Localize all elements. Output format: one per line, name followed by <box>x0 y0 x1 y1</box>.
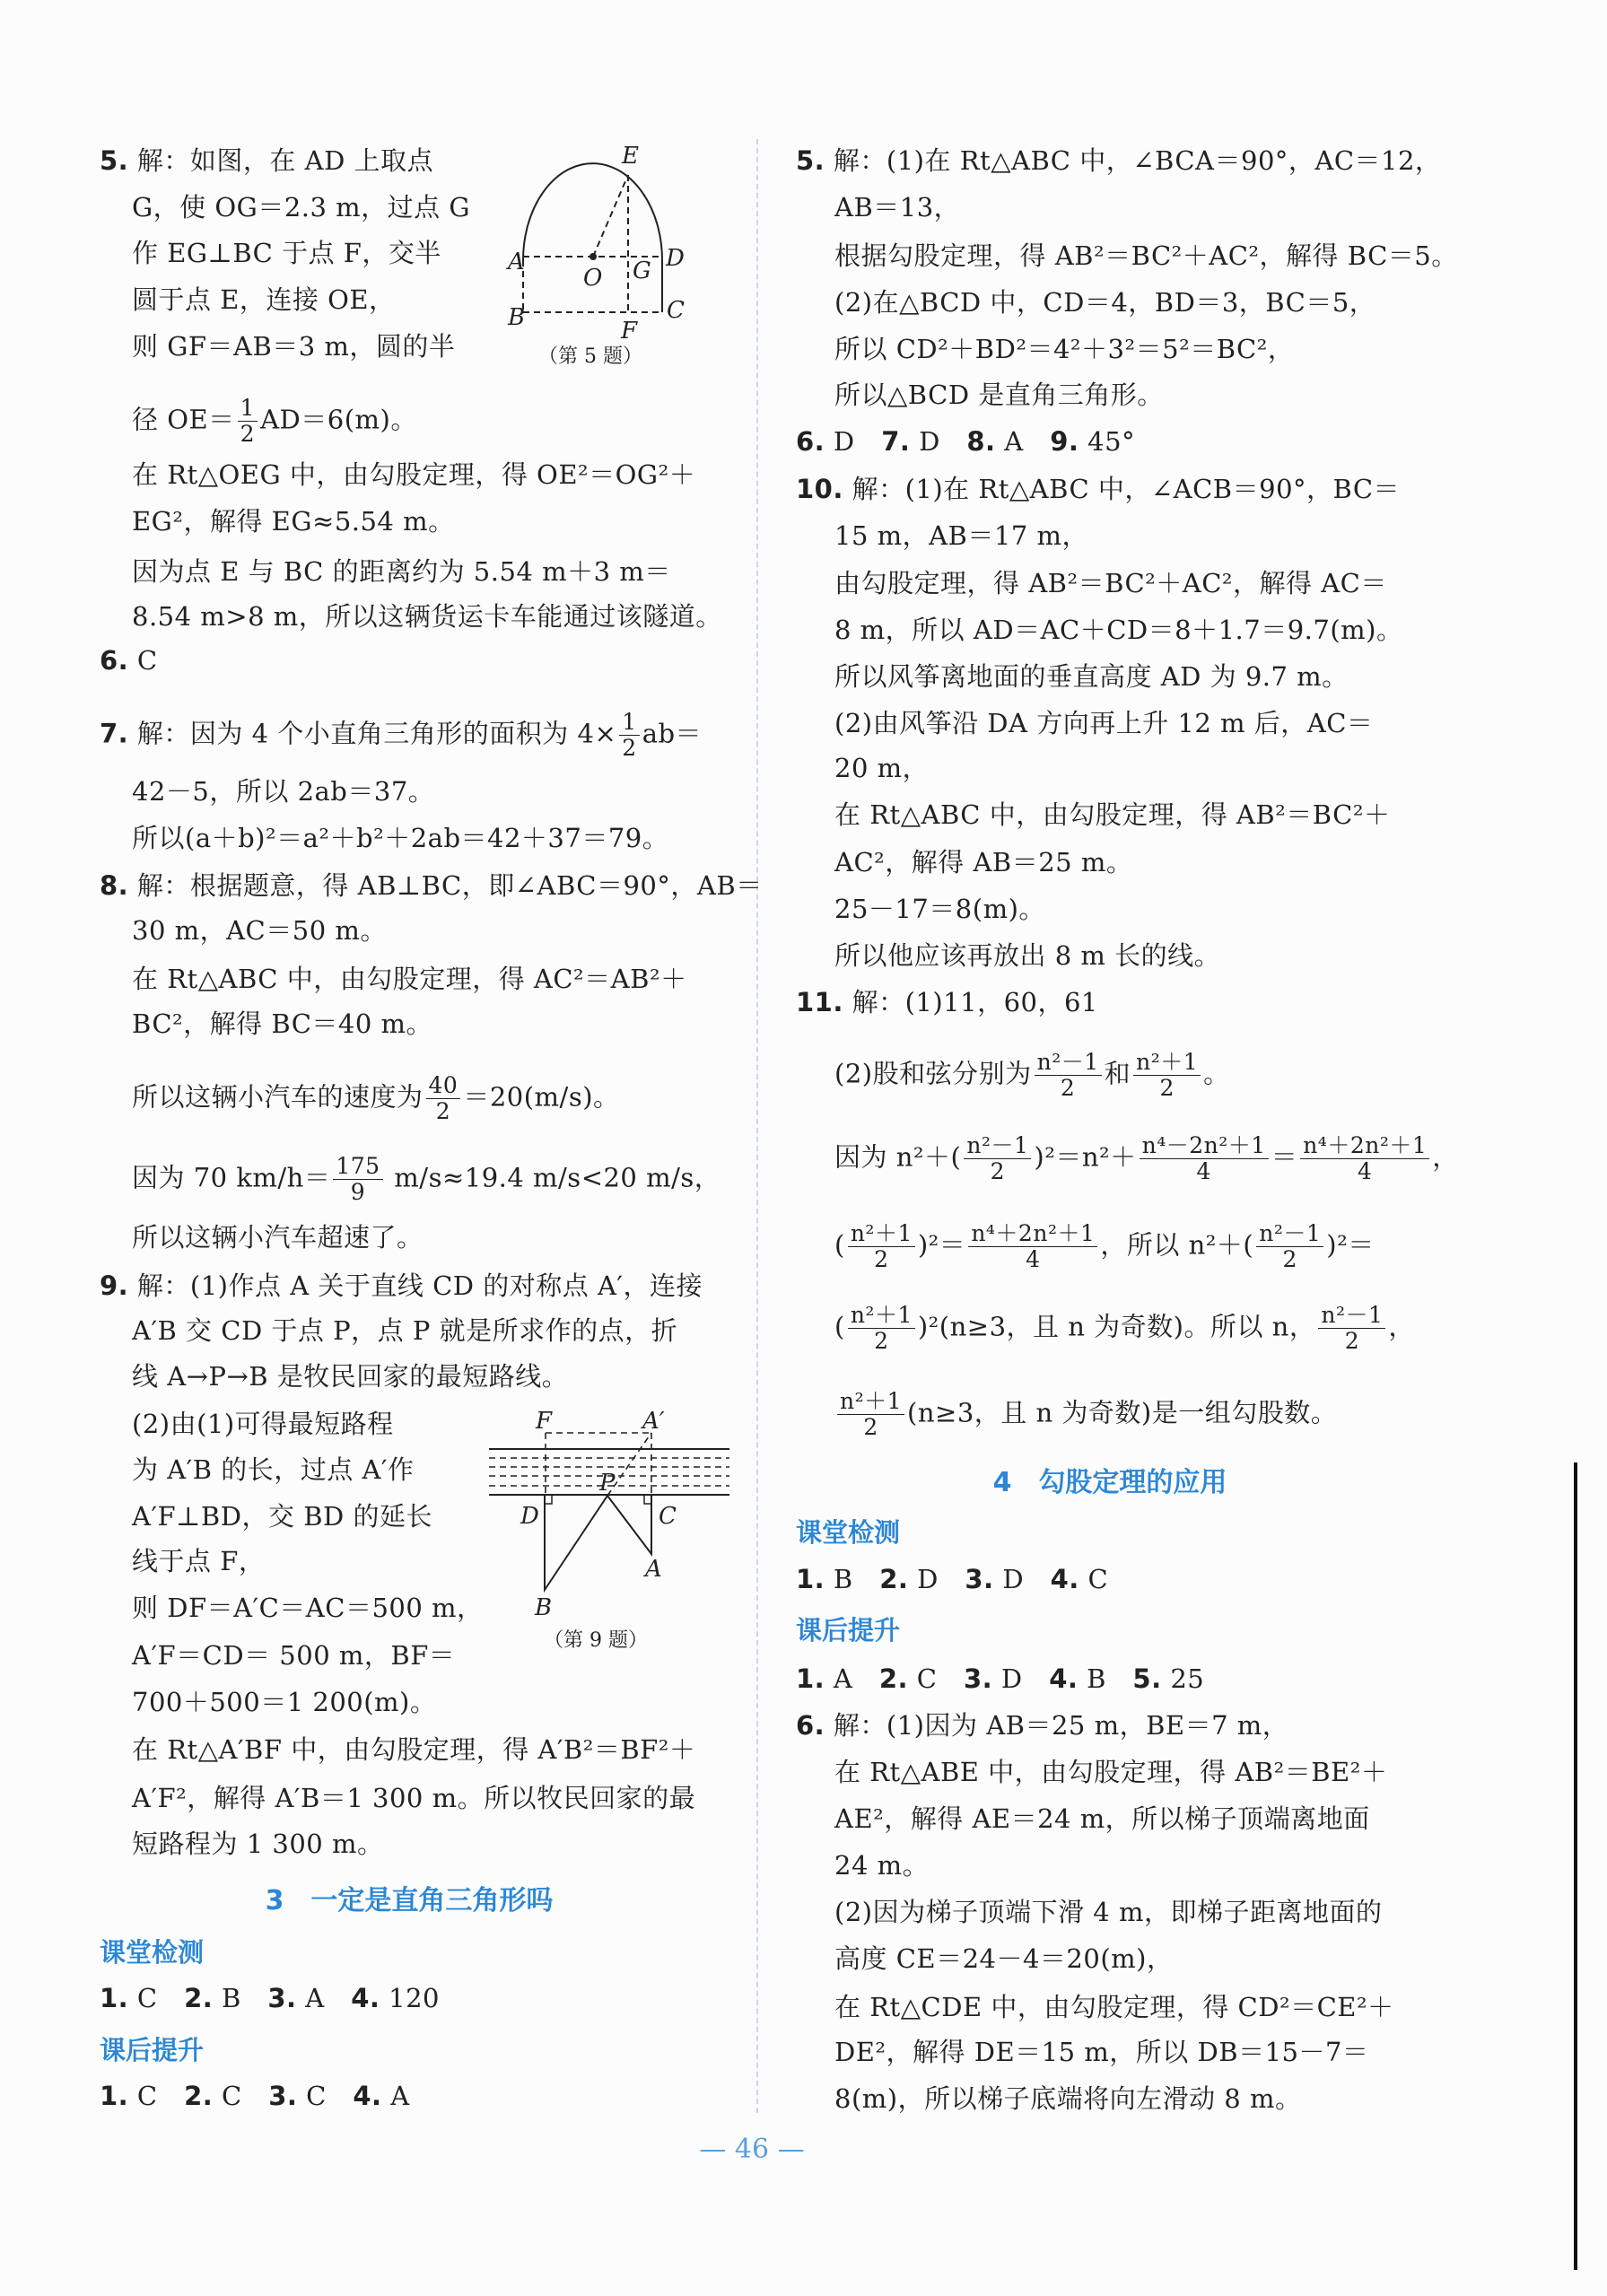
fraction <box>1035 1050 1102 1101</box>
fraction-numerator: n²＋1 <box>837 1389 904 1415</box>
svg-text:A′: A′ <box>642 1408 665 1435</box>
text-segment: 在 Rt△ABE 中，由勾股定理，得 AB²＝BE²＋ <box>834 1756 1388 1787</box>
text-segment: 因为 70 km/h＝ <box>132 1162 331 1193</box>
text-segment: 在 Rt△CDE 中，由勾股定理，得 CD²＝CE²＋ <box>834 1991 1394 2022</box>
text-segment: D <box>908 1563 965 1594</box>
question-number: 8. <box>966 425 996 457</box>
left-text-line <box>132 1360 568 1392</box>
question-number: 3. <box>268 2081 298 2112</box>
question-number: 1. <box>796 1563 825 1594</box>
fraction-denominator: 4 <box>1026 1245 1041 1272</box>
text-segment: 作 EG⊥BC 于点 F，交半 <box>132 237 441 268</box>
question-number: 6. <box>796 425 825 457</box>
text-segment: G，使 OG＝2.3 m，过点 G <box>132 192 471 223</box>
svg-text:C: C <box>659 1503 677 1530</box>
right-text-line <box>834 1389 1337 1440</box>
text-segment: C <box>297 2081 354 2112</box>
question-number: 2. <box>879 1563 909 1594</box>
text-segment: (2)因为梯子顶端下滑 4 m，即梯子距离地面的 <box>834 1897 1383 1928</box>
question-number: 10. <box>796 474 843 505</box>
section-4-heading: 4 勾股定理的应用 <box>992 1467 1227 1498</box>
text-segment: 24 m。 <box>834 1849 930 1881</box>
text-segment: C <box>128 2081 185 2112</box>
text-segment: 8 m，所以 AD＝AC＋CD＝8＋1.7＝9.7(m)。 <box>834 614 1403 645</box>
svg-text:B: B <box>535 1594 553 1621</box>
fraction-denominator: 2 <box>990 1158 1006 1185</box>
after-class-heading-right: 课后提升 <box>796 1615 901 1646</box>
text-segment: D <box>910 425 967 457</box>
text-segment: AC²，解得 AB＝25 m。 <box>834 846 1133 877</box>
text-segment: 45° <box>1079 425 1136 457</box>
right-text-line <box>796 1709 1288 1742</box>
text-segment: 30 m，AC＝50 m。 <box>132 915 387 947</box>
left-text-line <box>132 458 695 491</box>
right-text-line <box>796 1663 1204 1695</box>
column-divider <box>756 139 758 2113</box>
text-segment: 解：(1)在 Rt△ABC 中，∠BCA＝90°，AC＝12， <box>825 145 1442 177</box>
text-segment: 解：(1)11，60，61 <box>843 986 1098 1017</box>
text-segment: )²(n≥3，且 n 为奇数)。所以 n， <box>917 1311 1316 1342</box>
text-segment: D <box>825 425 882 457</box>
text-segment: 在 Rt△OEG 中，由勾股定理，得 OE²＝OG²＋ <box>132 459 696 491</box>
text-segment: (2)由(1)可得最短路程 <box>132 1409 394 1440</box>
right-text-line <box>834 893 1045 925</box>
text-segment: (2)在△BCD 中，CD＝4，BD＝3，BC＝5， <box>834 286 1376 318</box>
text-segment: 所以这辆小汽车超速了。 <box>132 1221 424 1253</box>
left-text-line <box>132 1314 677 1347</box>
svg-text:O: O <box>583 265 603 292</box>
text-segment: A′F＝CD＝ 500 m，BF＝ <box>132 1639 456 1671</box>
text-segment: C <box>213 2081 269 2112</box>
right-text-line <box>834 752 929 784</box>
fraction <box>837 1389 904 1440</box>
svg-text:P: P <box>599 1470 616 1497</box>
left-text-line <box>132 1686 436 1718</box>
text-segment: 在 Rt△A′BF 中，由勾股定理，得 A′B²＝BF²＋ <box>132 1734 696 1766</box>
text-segment: ab＝ <box>642 718 703 749</box>
question-number: 8. <box>100 869 129 901</box>
left-text-line <box>132 914 387 947</box>
fraction-numerator: n²＋1 <box>848 1221 915 1247</box>
right-text-line <box>796 144 1441 177</box>
svg-text:D: D <box>666 245 685 272</box>
left-text-line <box>132 963 687 995</box>
text-segment: B <box>1078 1663 1133 1694</box>
question-number: 4. <box>351 1983 380 2014</box>
left-text-line <box>132 1154 721 1205</box>
left-text-line <box>132 191 470 223</box>
text-segment: 在 Rt△ABC 中，由勾股定理，得 AB²＝BC²＋ <box>834 799 1391 831</box>
right-text-line <box>834 519 1088 552</box>
right-text-line <box>834 660 1349 693</box>
text-segment: (n≥3，且 n 为奇数)是一组勾股数。 <box>907 1397 1338 1428</box>
text-segment: 短路程为 1 300 m。 <box>132 1828 384 1859</box>
fraction <box>333 1154 382 1205</box>
right-text-line <box>834 333 1294 365</box>
text-segment: 。 <box>1203 1058 1230 1089</box>
question-number: 1. <box>796 1663 825 1694</box>
fraction <box>619 710 639 761</box>
text-segment: 高度 CE＝24－4＝20(m)， <box>834 1943 1174 1975</box>
text-segment: 则 GF＝AB＝3 m，圆的半 <box>132 330 456 362</box>
fraction-denominator: 2 <box>622 735 637 762</box>
left-text-line <box>132 396 417 447</box>
text-segment: 由勾股定理，得 AB²＝BC²＋AC²，解得 AC＝ <box>834 567 1387 598</box>
text-segment: B <box>825 1563 880 1594</box>
fraction <box>848 1303 915 1354</box>
question-number: 9. <box>1050 425 1079 457</box>
right-text-line <box>834 846 1132 878</box>
left-text-line <box>100 1982 440 2014</box>
text-segment: B <box>213 1983 268 2014</box>
right-text-line <box>834 567 1387 599</box>
question-number: 4. <box>1050 1563 1079 1594</box>
right-text-line <box>834 240 1458 272</box>
fraction-denominator: 2 <box>1159 1075 1175 1102</box>
svg-text:B: B <box>508 304 526 331</box>
question-number: 4. <box>353 2081 382 2112</box>
question-number: 6. <box>100 644 129 676</box>
fraction <box>238 396 258 447</box>
fraction-numerator: 1 <box>238 396 258 422</box>
fraction-denominator: 2 <box>435 1098 451 1125</box>
left-text-line <box>100 710 702 761</box>
fraction-denominator: 2 <box>863 1414 878 1441</box>
right-text-line <box>796 473 1400 505</box>
question-number: 2. <box>184 1983 214 2014</box>
text-segment: 解：如图，在 AD 上取点 <box>128 145 434 177</box>
text-segment: C <box>128 644 158 676</box>
figure-9-river-diagram <box>476 1400 745 1660</box>
text-segment: 所以这辆小汽车的速度为 <box>132 1081 424 1113</box>
left-text-line <box>132 284 396 316</box>
fraction-numerator: n⁴－2n²＋1 <box>1140 1133 1269 1159</box>
text-segment: 因为 n²＋( <box>834 1141 962 1173</box>
text-segment: 因为点 E 与 BC 的距离约为 5.54 m＋3 m＝ <box>132 555 671 587</box>
right-text-line <box>834 1050 1230 1101</box>
text-segment: 所以(a＋b)²＝a²＋b²＋2ab＝42＋37＝79。 <box>132 823 669 854</box>
fraction-denominator: 9 <box>350 1179 366 1206</box>
page-number: — 46 — <box>699 2134 805 2165</box>
left-text-line <box>132 1828 383 1860</box>
text-segment: 120 <box>380 1983 441 2014</box>
question-number: 3. <box>267 1983 297 2014</box>
fraction <box>968 1221 1097 1272</box>
svg-text:C: C <box>667 297 685 324</box>
question-number: 4. <box>1049 1663 1079 1694</box>
text-segment: 25－17＝8(m)。 <box>834 893 1045 924</box>
text-segment: C <box>1079 1563 1109 1594</box>
fraction-numerator: n⁴＋2n²＋1 <box>1300 1133 1429 1159</box>
question-number: 5. <box>1132 1663 1162 1694</box>
right-text-line <box>834 1849 929 1881</box>
fraction-denominator: 2 <box>1060 1075 1076 1102</box>
text-segment: BC²，解得 BC＝40 m。 <box>132 1008 433 1040</box>
text-segment: 径 OE＝ <box>132 404 235 435</box>
text-segment: A <box>381 2081 410 2112</box>
question-number: 5. <box>100 145 129 177</box>
left-text-line <box>100 1270 703 1302</box>
question-number: 7. <box>100 718 129 749</box>
fraction <box>1318 1303 1385 1354</box>
right-text-line <box>834 379 1164 411</box>
text-segment: m/s≈19.4 m/s<20 m/s， <box>385 1162 721 1193</box>
text-segment: 所以 CD²＋BD²＝4²＋3²＝5²＝BC²， <box>834 334 1295 365</box>
text-segment: A <box>296 1983 352 2014</box>
left-text-line <box>132 1073 620 1124</box>
right-text-line <box>834 1303 1415 1354</box>
fraction-numerator: n²＋1 <box>1133 1050 1201 1076</box>
text-segment: 8(m)，所以梯子底端将向左滑动 8 m。 <box>834 2083 1302 2115</box>
left-text-line <box>132 775 434 808</box>
svg-text:F: F <box>621 318 638 345</box>
fraction-numerator: n²＋1 <box>848 1303 915 1329</box>
fraction <box>964 1133 1031 1184</box>
right-text-line <box>834 1133 1459 1184</box>
text-segment: 所以△BCD 是直角三角形。 <box>834 379 1164 410</box>
text-segment: ( <box>834 1311 845 1342</box>
text-segment: 则 DF＝A′C＝AC＝500 m， <box>132 1593 484 1624</box>
classroom-check-heading-right: 课堂检测 <box>796 1517 901 1548</box>
left-text-line <box>132 600 722 633</box>
left-text-line <box>132 505 455 537</box>
left-text-line <box>132 1008 432 1040</box>
text-segment: DE²，解得 DE＝15 m，所以 DB＝15－7＝ <box>834 2037 1369 2068</box>
after-class-heading-left: 课后提升 <box>100 2035 205 2065</box>
fraction <box>1300 1133 1429 1184</box>
fraction-denominator: 2 <box>874 1245 889 1272</box>
fraction-numerator: 1 <box>619 710 639 736</box>
figure-9-caption: （第 9 题） <box>544 1629 648 1652</box>
text-segment: )²＝n²＋ <box>1034 1141 1137 1173</box>
left-text-line <box>132 1592 484 1624</box>
right-text-line <box>834 2036 1368 2068</box>
right-text-line <box>796 1563 1108 1595</box>
text-segment: (2)由风筝沿 DA 方向再上升 12 m 后，AC＝ <box>834 707 1374 738</box>
left-text-line <box>100 644 158 677</box>
text-segment: AD＝6(m)。 <box>260 404 417 435</box>
fraction <box>848 1221 915 1272</box>
right-text-line <box>834 707 1373 739</box>
fraction-numerator: n²－1 <box>1035 1050 1102 1076</box>
right-text-line <box>834 1991 1394 2023</box>
text-segment: 解：根据题意，得 AB⊥BC，即∠ABC＝90°，AB＝ <box>128 869 763 901</box>
fraction-numerator: 175 <box>333 1154 382 1180</box>
text-segment: 在 Rt△ABC 中，由勾股定理，得 AC²＝AB²＋ <box>132 963 687 994</box>
left-text-line <box>132 1782 695 1814</box>
svg-text:D: D <box>520 1503 539 1530</box>
right-text-line <box>834 614 1402 646</box>
left-text-line <box>100 144 433 177</box>
fraction-denominator: 2 <box>874 1328 889 1355</box>
text-segment: ， <box>1388 1311 1415 1342</box>
text-segment: 圆于点 E，连接 OE， <box>132 284 396 315</box>
question-number: 2. <box>878 1663 909 1694</box>
fraction-numerator: n²－1 <box>964 1133 1031 1159</box>
question-number: 9. <box>100 1270 129 1301</box>
right-text-line <box>834 191 960 223</box>
text-segment: 根据勾股定理，得 AB²＝BC²＋AC²，解得 BC＝5。 <box>834 240 1458 271</box>
text-segment: 线于点 F， <box>132 1546 266 1577</box>
question-number: 5. <box>796 145 825 177</box>
text-segment: 8.54 m>8 m，所以这辆货运卡车能通过该隧道。 <box>132 601 722 633</box>
question-number: 7. <box>881 425 911 457</box>
question-number: 1. <box>100 2081 129 2112</box>
right-text-line <box>834 939 1220 972</box>
figure-5-tunnel-diagram <box>467 135 754 377</box>
text-segment: 42－5，所以 2ab＝37。 <box>132 776 435 808</box>
text-segment: A <box>825 1663 879 1694</box>
left-text-line <box>132 1733 695 1766</box>
text-segment: 解：因为 4 个小直角三角形的面积为 4× <box>128 718 617 749</box>
text-segment: C <box>908 1663 964 1694</box>
fraction-denominator: 2 <box>1282 1245 1297 1272</box>
text-segment: D <box>992 1663 1050 1694</box>
left-text-line <box>100 2080 410 2112</box>
left-text-line <box>132 1545 265 1577</box>
text-segment: ＝ <box>1271 1141 1298 1173</box>
right-text-line <box>834 1221 1375 1272</box>
figure-5-caption: （第 5 题） <box>538 345 642 368</box>
svg-text:A: A <box>508 249 525 275</box>
fraction-denominator: 2 <box>1344 1328 1360 1355</box>
fraction-numerator: n²－1 <box>1318 1303 1385 1329</box>
left-text-line <box>132 1408 394 1440</box>
fraction <box>426 1073 461 1124</box>
text-segment: 解：(1)作点 A 关于直线 CD 的对称点 A′，连接 <box>128 1270 703 1301</box>
left-text-line <box>132 822 668 854</box>
left-text-line <box>132 237 441 269</box>
right-text-line <box>834 1756 1387 1788</box>
text-segment: 20 m， <box>834 753 930 784</box>
text-segment: A′F²，解得 A′B＝1 300 m。所以牧民回家的最 <box>132 1783 696 1814</box>
text-segment: 所以他应该再放出 8 m 长的线。 <box>834 939 1221 971</box>
fraction-numerator: 40 <box>426 1073 461 1099</box>
left-text-line <box>132 1221 424 1253</box>
text-segment: AB＝13， <box>834 192 961 223</box>
right-text-line <box>834 799 1390 831</box>
question-number: 3. <box>964 1663 993 1694</box>
left-text-line <box>132 1500 432 1532</box>
fraction <box>1256 1221 1323 1272</box>
right-text-line <box>834 1896 1382 1928</box>
left-text-line <box>100 869 763 902</box>
classroom-check-heading-left: 课堂检测 <box>100 1937 205 1968</box>
text-segment: 所以风筝离地面的垂直高度 AD 为 9.7 m。 <box>834 660 1349 692</box>
svg-text:E: E <box>622 143 639 170</box>
fraction <box>1133 1050 1201 1101</box>
fraction-numerator: n⁴＋2n²＋1 <box>968 1221 1097 1247</box>
text-segment: )²＝ <box>917 1229 966 1261</box>
fraction-denominator: 4 <box>1196 1158 1211 1185</box>
left-text-line <box>132 1454 415 1486</box>
left-text-line <box>132 1639 455 1672</box>
text-segment: ，所以 n²＋( <box>1100 1229 1254 1261</box>
text-segment: 25 <box>1161 1663 1205 1694</box>
question-number: 6. <box>796 1709 825 1741</box>
text-segment: A′F⊥BD，交 BD 的延长 <box>132 1500 432 1532</box>
question-number: 2. <box>184 2081 214 2112</box>
left-text-line <box>132 330 455 362</box>
right-text-line <box>834 1942 1173 1975</box>
text-segment: C <box>128 1983 185 2014</box>
fraction <box>1140 1133 1269 1184</box>
text-segment: 15 m，AB＝17 m， <box>834 520 1088 552</box>
fraction-numerator: n²－1 <box>1256 1221 1323 1247</box>
question-number: 3. <box>965 1563 994 1594</box>
question-number: 1. <box>100 1983 129 2014</box>
svg-text:A: A <box>645 1556 662 1583</box>
fraction-denominator: 4 <box>1358 1158 1373 1185</box>
scan-edge <box>1574 1462 1577 2270</box>
svg-text:G: G <box>633 258 651 284</box>
svg-text:F: F <box>536 1408 553 1435</box>
text-segment: (2)股和弦分别为 <box>834 1058 1032 1089</box>
text-segment: EG²，解得 EG≈5.54 m。 <box>132 506 455 537</box>
section-3-heading: 3 一定是直角三角形吗 <box>265 1885 554 1916</box>
text-segment: ( <box>834 1229 845 1261</box>
text-segment: 700＋500＝1 200(m)。 <box>132 1686 437 1717</box>
question-number: 11. <box>796 986 843 1017</box>
right-text-line <box>834 2082 1301 2115</box>
right-text-line <box>796 986 1098 1018</box>
text-segment: 解：(1)因为 AB＝25 m，BE＝7 m， <box>825 1709 1289 1741</box>
text-segment: )²＝ <box>1326 1229 1375 1261</box>
text-segment: ＝20(m/s)。 <box>463 1081 620 1113</box>
right-text-line <box>834 1803 1370 1835</box>
text-segment: 为 A′B 的长，过点 A′作 <box>132 1454 415 1485</box>
text-segment: A′B 交 CD 于点 P，点 P 就是所求作的点，折 <box>132 1315 678 1347</box>
text-segment: AE²，解得 AE＝24 m，所以梯子顶端离地面 <box>834 1803 1370 1834</box>
right-text-line <box>796 425 1135 458</box>
text-segment: 和 <box>1104 1058 1131 1089</box>
text-segment: 线 A→P→B 是牧民回家的最短路线。 <box>132 1360 569 1392</box>
right-text-line <box>834 286 1376 319</box>
fraction-denominator: 2 <box>240 421 256 448</box>
text-segment: ， <box>1432 1141 1459 1173</box>
left-text-line <box>132 555 671 588</box>
text-segment: A <box>995 425 1051 457</box>
text-segment: 解：(1)在 Rt△ABC 中，∠ACB＝90°，BC＝ <box>843 474 1401 505</box>
text-segment: D <box>993 1563 1051 1594</box>
